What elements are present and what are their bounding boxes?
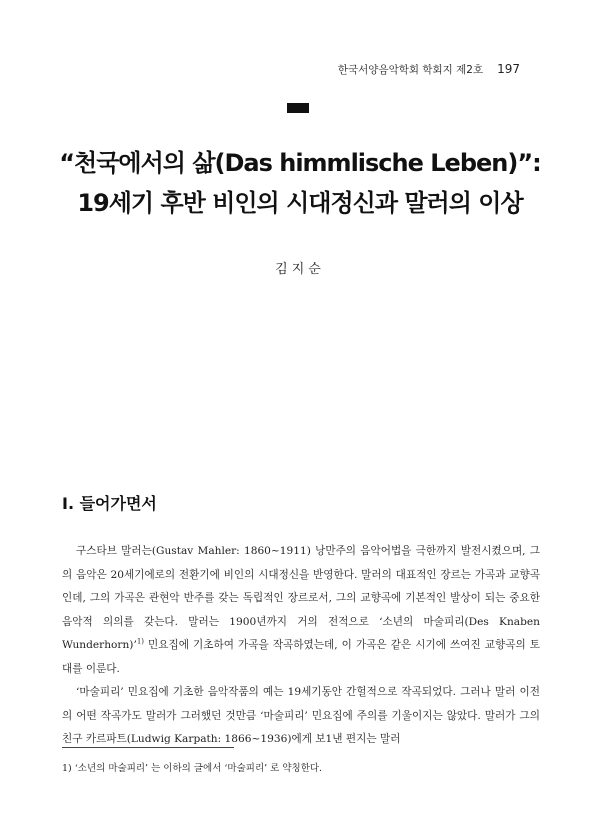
title-ornament xyxy=(287,103,309,113)
author-name: 김지순 xyxy=(275,262,325,277)
title-line-1: “천국에서의 삶(Das himmlische Leben)”: xyxy=(59,149,541,177)
body-text xyxy=(62,540,540,752)
footnote-divider xyxy=(62,747,234,748)
paragraph-1-text-b: 민요집에 기초하여 가곡을 작곡하였는데, 이 가곡은 같은 시기에 쓰여진 교향곡의 토대를 이룬다. xyxy=(62,639,540,675)
article-title xyxy=(20,143,580,223)
section-heading: I. 들어가면서 xyxy=(62,494,157,513)
footnote-ref[interactable]: 1) xyxy=(136,637,144,646)
paragraph-2: ‘마술피리’ 민요집에 기초한 음악작품의 예는 19세기동안 간헐적으로 작곡되었다. 그러나 말러 이전의 어떤 작곡가도 말러가 그러했던 것만큼 ‘마술피리’ 민요집에 주의를 기울이지는 않았다. 말러가 그의 친구 카르파트(Ludwig Karpath: 1866~1936)에게 보1낸 편지는 말러 xyxy=(62,686,540,745)
paragraph-1 xyxy=(62,540,540,681)
paragraph-1-text-a: 구스타브 말러는(Gustav Mahler: 1860~1911) 낭만주의 음악어법을 극한까지 발전시켰으며, 그의 음악은 20세기에로의 전환기에 비인의 시대정신을 반영한다. 말러의 대표적인 장르는 가곡과 교향곡인데, 그의 가곡은 관현악 반주를 갖는 독립적인 장르로서, 그의 교향곡에 기본적인 발상이 되는 중요한 음악적 의의를 갖는다. 말러는 1900년까지 거의 전적으로 ‘소년의 마술피리(Des Knaben Wunderhorn)’ xyxy=(62,545,540,651)
page-number: 197 xyxy=(497,62,520,76)
running-header xyxy=(338,62,520,77)
journal-name: 한국서양음악학회 학회지 제2호 xyxy=(337,64,484,76)
footnote: 1) ‘소년의 마술피리’ 는 이하의 글에서 ‘마술피리’ 로 약칭한다. xyxy=(62,763,323,774)
title-line-2: 19세기 후반 비인의 시대정신과 말러의 이상 xyxy=(77,189,523,217)
